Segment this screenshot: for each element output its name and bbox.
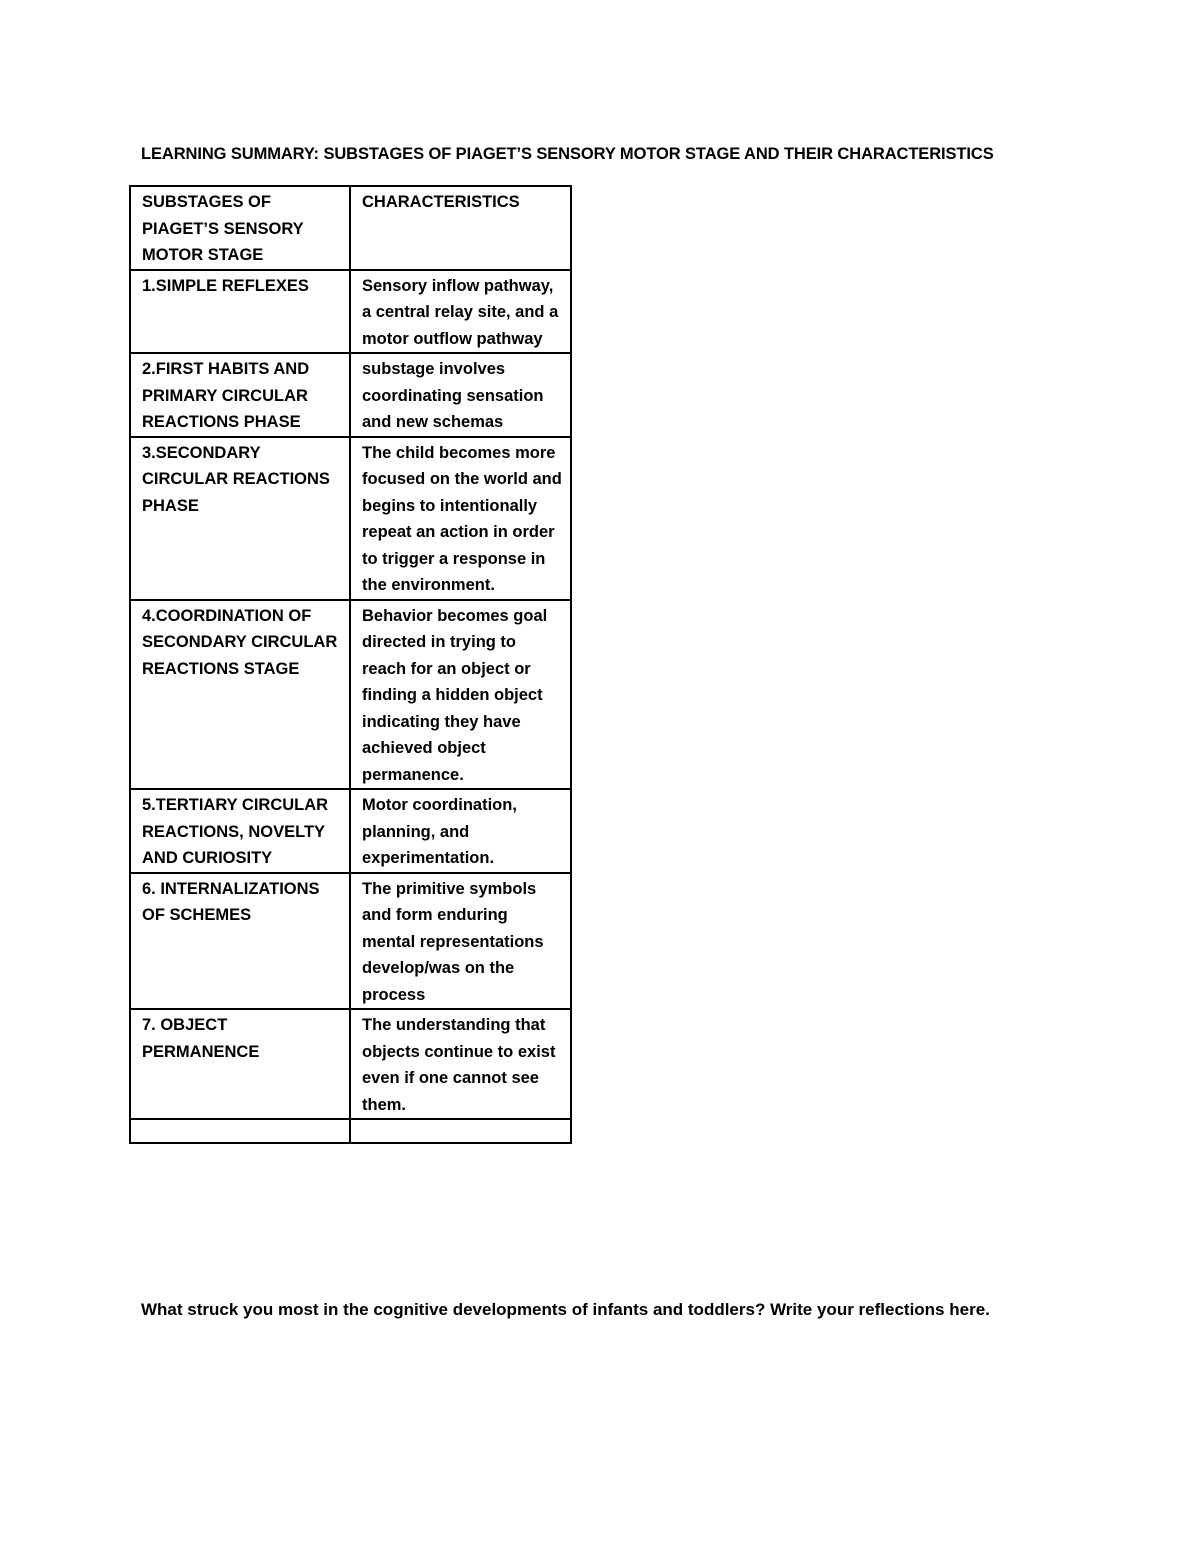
page-title: LEARNING SUMMARY: SUBSTAGES OF PIAGET’S SENSORY MOTOR STAGE AND THEIR CHARACTERISTICS [141, 145, 994, 163]
substage-cell: 1.SIMPLE REFLEXES [130, 270, 350, 354]
table-row [130, 1009, 571, 1119]
substage-cell: 5.TERTIARY CIRCULAR REACTIONS, NOVELTY AND CURIOSITY [130, 789, 350, 873]
characteristics-cell: The child becomes more focused on the world and begins to intentionally repeat an action in order to trigger a response in the environment. [350, 437, 571, 600]
table-row [130, 437, 571, 600]
table-row [130, 789, 571, 873]
table-row [130, 873, 571, 1010]
characteristics-cell-empty [350, 1119, 571, 1143]
characteristics-cell: The understanding that objects continue to exist even if one cannot see them. [350, 1009, 571, 1119]
reflection-prompt: What struck you most in the cognitive developments of infants and toddlers? Write your reflections here. [141, 1300, 990, 1319]
characteristics-cell: Behavior becomes goal directed in trying to reach for an object or finding a hidden object indicating they have achieved object permanence. [350, 600, 571, 790]
table-row [130, 270, 571, 354]
substage-cell: 2.FIRST HABITS AND PRIMARY CIRCULAR REACTIONS PHASE [130, 353, 350, 437]
characteristics-cell: The primitive symbols and form enduring mental representations develop/was on the process [350, 873, 571, 1010]
table-header-row [130, 186, 571, 270]
substage-cell: 6. INTERNALIZATIONS OF SCHEMES [130, 873, 350, 1010]
characteristics-cell: substage involves coordinating sensation and new schemas [350, 353, 571, 437]
characteristics-cell: Sensory inflow pathway, a central relay site, and a motor outflow pathway [350, 270, 571, 354]
table-row [130, 600, 571, 790]
substage-cell: 4.COORDINATION OF SECONDARY CIRCULAR REACTIONS STAGE [130, 600, 350, 790]
substages-table [129, 185, 572, 1144]
header-characteristics: CHARACTERISTICS [350, 186, 571, 270]
substage-cell: 3.SECONDARY CIRCULAR REACTIONS PHASE [130, 437, 350, 600]
table-row [130, 353, 571, 437]
characteristics-cell: Motor coordination, planning, and experimentation. [350, 789, 571, 873]
table-row-empty [130, 1119, 571, 1143]
substage-cell-empty [130, 1119, 350, 1143]
header-substages: SUBSTAGES OF PIAGET’S SENSORY MOTOR STAGE [130, 186, 350, 270]
substage-cell: 7. OBJECT PERMANENCE [130, 1009, 350, 1119]
